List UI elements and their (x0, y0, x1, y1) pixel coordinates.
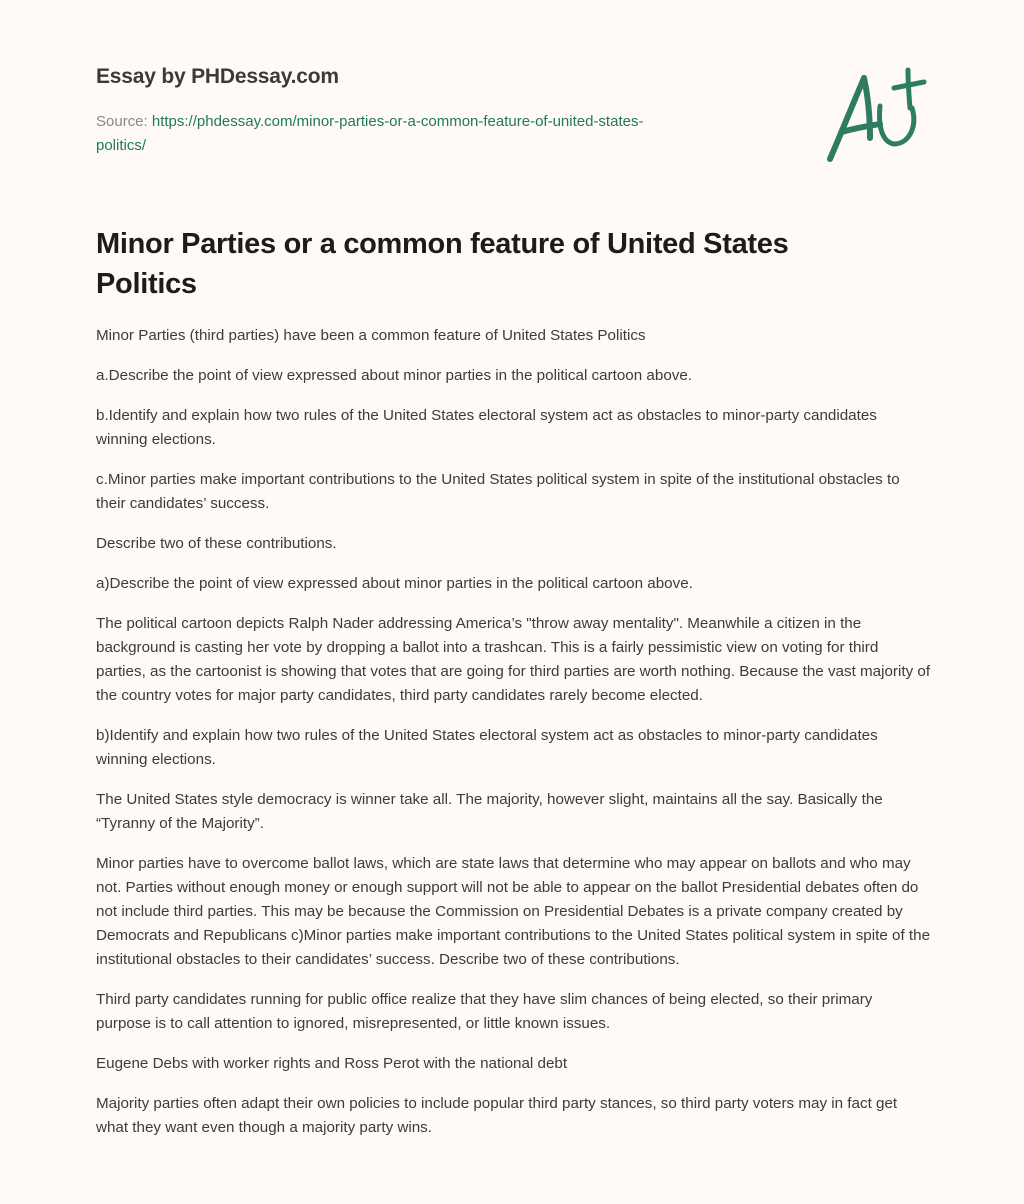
a-plus-grade-icon (820, 66, 930, 166)
source-url-part-2: politics/ (96, 137, 147, 154)
paragraph-question-b: b.Identify and explain how two rules of the United States electoral system act as obstacles to minor-party candidates winning elections. (96, 407, 877, 448)
paragraph-answer-a: The political cartoon depicts Ralph Nader addressing America’s "throw away mentality". Meanwhile a citizen in the background is casting her vote by dropping a ballot into a trashcan. This is a fairly pessimistic view on voting for third parties, as the cartoonist is showing that votes that are going for third parties are worth nothing. Because the vast majority of the country votes for major party candidates, third party candidates rarely become elected. (96, 615, 931, 704)
source-link[interactable] (96, 113, 643, 154)
paragraph-answer-c-2: Eugene Debs with worker rights and Ross Perot with the national debt (96, 1055, 568, 1072)
paragraph-answer-b-2: Minor parties have to overcome ballot laws, which are state laws that determine who may appear on ballots and who may not. Parties without enough money or enough support will not be able to appear on the ballot Presidential debates often do not include third parties. This may be because the Commission on Presidential Debates is a private company created by Democrats and Republicans c)Minor parties make important contributions to the United States political system in spite of the institutional obstacles to their candidates’ success. Describe two of these contributions. (96, 855, 931, 968)
essay-header (96, 62, 736, 158)
paragraph-question-c-cont: Describe two of these contributions. (96, 535, 337, 552)
article-title: Minor Parties or a common feature of United States Politics (96, 228, 789, 300)
paragraph-answer-b-heading: b)Identify and explain how two rules of the United States electoral system act as obstacles to minor-party candidates winning elections. (96, 727, 878, 768)
source-url-part-1: https://phdessay.com/minor-parties-or-a-common-feature-of-united-states- (151, 113, 644, 130)
paragraph-question-a: a.Describe the point of view expressed about minor parties in the political cartoon above. (96, 367, 693, 384)
article-body (96, 324, 931, 1156)
source-line (96, 110, 736, 158)
paragraph-answer-c-3: Majority parties often adapt their own policies to include popular third party stances, so third party voters may in fact get what they want even though a majority party wins. (96, 1095, 898, 1136)
source-label: Source: (96, 113, 148, 130)
paragraph-intro: Minor Parties (third parties) have been a common feature of United States Politics (96, 327, 646, 344)
paragraph-answer-a-heading: a)Describe the point of view expressed about minor parties in the political cartoon above. (96, 575, 693, 592)
paragraph-answer-c-1: Third party candidates running for public office realize that they have slim chances of being elected, so their primary purpose is to call attention to ignored, misrepresented, or little known issues. (96, 991, 873, 1032)
site-title: Essay by PHDessay.com (96, 65, 339, 88)
paragraph-question-c: c.Minor parties make important contributions to the United States political system in spite of the institutional obstacles to their candidates’ success. (96, 471, 900, 512)
paragraph-answer-b-1: The United States style democracy is winner take all. The majority, however slight, maintains all the say. Basically the “Tyranny of the Majority”. (96, 791, 883, 832)
